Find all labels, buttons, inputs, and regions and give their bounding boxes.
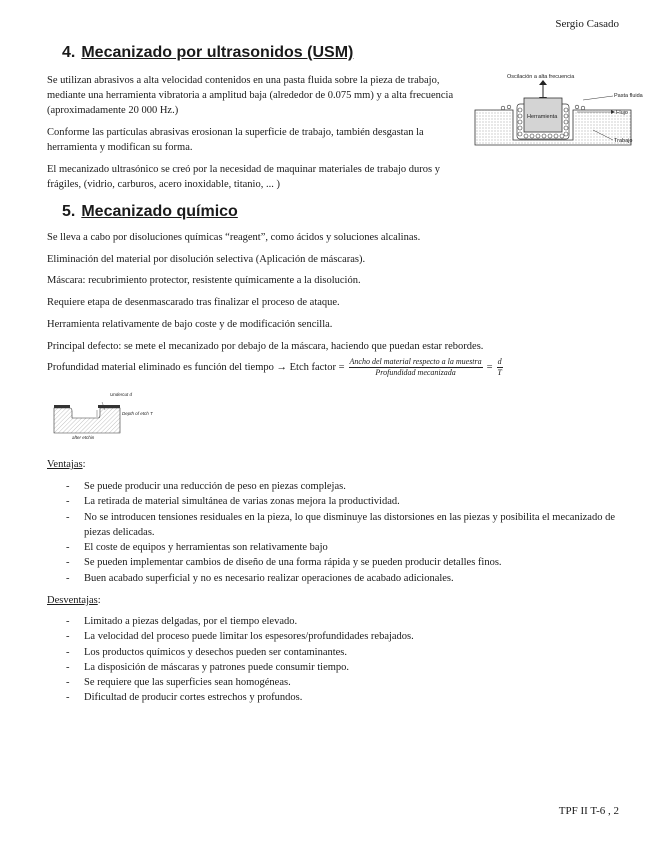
etch-factor-fraction: [349, 357, 483, 378]
section-5-line: Herramienta relativamente de bajo coste y de modificación sencilla.: [47, 319, 333, 330]
section-5-line: Principal defecto: se mete el mecanizado por debajo de la máscara, haciendo que puedan estar rebordes.: [47, 341, 484, 352]
oscillation-arrow-head-up: [539, 80, 547, 85]
list-item: - La velocidad del proceso puede limitar los espesores/profundidades rebajados.: [47, 629, 617, 644]
etch-label-undercut: Undercut d: [110, 392, 133, 397]
list-item: - La retirada de material simultánea de varias zonas mejora la productividad.: [47, 494, 617, 509]
section-5-line: Eliminación del material por disolución selectiva (Aplicación de máscaras).: [47, 254, 366, 265]
list-item: - Dificultad de producir cortes estrechos y profundos.: [47, 690, 617, 705]
section-4-title: Mecanizado por ultrasonidos (USM): [81, 44, 354, 61]
section-4-body: [47, 73, 462, 192]
list-item: - Buen acabado superficial y no es necesario realizar operaciones de acabado adicionales.: [47, 571, 617, 586]
list-item: - La disposición de máscaras y patrones puede consumir tiempo.: [47, 660, 617, 675]
section-4-paragraph: El mecanizado ultrasónico se creó por la necesidad de maquinar materiales de trabajo duros y frágiles, (vidrio, carburos, acero inoxidable, titanio, ... ): [47, 164, 441, 190]
etch-factor-formula: [47, 357, 503, 378]
usm-label-tool: Herramienta: [527, 114, 558, 120]
usm-label-oscillation: Oscilación a alta frecuencia: [507, 74, 575, 80]
desventajas-title: Desventajas: [47, 595, 98, 606]
list-item: - Los productos químicos y desechos pueden ser contaminantes.: [47, 645, 617, 660]
mask-right: [98, 405, 120, 408]
usm-label-work: Trabajo: [614, 138, 633, 144]
section-5-line: Requiere etapa de desenmascarado tras finalizar el proceso de ataque.: [47, 297, 340, 308]
section-4-paragraph: Se utilizan abrasivos a alta velocidad contenidos en una pasta fluida sobre la pieza de trabajo, mediante una herramienta vibratoria a amplitud baja (alrededor de 0.075 mm) y a alta frecuencia (aproximadamente 20 000 Hz.): [47, 75, 454, 116]
list-item: - El coste de equipos y herramientas son relativamente bajo: [47, 540, 617, 555]
etch-factor-prefix: Profundidad material eliminado es función del tiempo → Etch factor =: [47, 362, 345, 373]
list-item: - Se puede producir una reducción de peso en piezas complejas.: [47, 479, 617, 494]
list-item: - No se introducen tensiones residuales en la pieza, lo que disminuye las distorsiones en las piezas y posibilita el mecanizado de piezas delicadas.: [47, 510, 617, 541]
etch-label-depth: Depth of etch T: [122, 411, 153, 416]
usm-label-paste: Pasta fluida: [614, 93, 643, 99]
section-5-number: 5.: [62, 203, 76, 220]
etch-label-after: after etchin: [72, 435, 95, 440]
usm-label-flow: Flujo: [616, 110, 628, 116]
header-author: Sergio Casado: [555, 18, 619, 30]
leader-line: [583, 96, 613, 100]
section-5-title: Mecanizado químico: [81, 203, 238, 220]
ventajas-title: Ventajas: [47, 459, 83, 470]
desventajas-list: [47, 614, 617, 706]
section-5-heading: [62, 203, 238, 221]
page-footer: TPF II T-6 , 2: [558, 805, 619, 817]
fraction-t: T: [497, 368, 502, 377]
etch-diagram: [52, 388, 170, 443]
etched-material: [54, 408, 120, 433]
d-over-t-fraction: [497, 357, 503, 378]
fraction-denominator: Profundidad mecanizada: [375, 368, 456, 377]
section-5-line: Se lleva a cabo por disoluciones químicas “reagent”, como ácidos y soluciones alcalinas.: [47, 232, 421, 243]
fraction-numerator: Ancho del material respecto a la muestra: [349, 357, 482, 366]
list-item: - Limitado a piezas delgadas, por el tiempo elevado.: [47, 614, 617, 629]
fraction-d: d: [497, 357, 502, 366]
list-item: - Se pueden implementar cambios de diseño de una forma rápida y se pueden producir detalles finos.: [47, 555, 617, 570]
section-5-line: Máscara: recubrimiento protector, resistente químicamente a la disolución.: [47, 275, 361, 286]
equals-sign: =: [486, 362, 493, 373]
usm-diagram: [473, 70, 643, 168]
ventajas-list: [47, 479, 617, 586]
section-4-heading: [62, 44, 353, 62]
desventajas-heading: Desventajas:: [47, 595, 101, 606]
list-item: - Se requiere que las superficies sean homogéneas.: [47, 675, 617, 690]
ventajas-heading: Ventajas:: [47, 459, 86, 470]
section-4-number: 4.: [62, 44, 76, 61]
section-4-paragraph: Conforme las partículas abrasivas erosionan la superficie de trabajo, también desgastan la herramienta y modifican su forma.: [47, 127, 424, 153]
mask-left: [54, 405, 70, 408]
